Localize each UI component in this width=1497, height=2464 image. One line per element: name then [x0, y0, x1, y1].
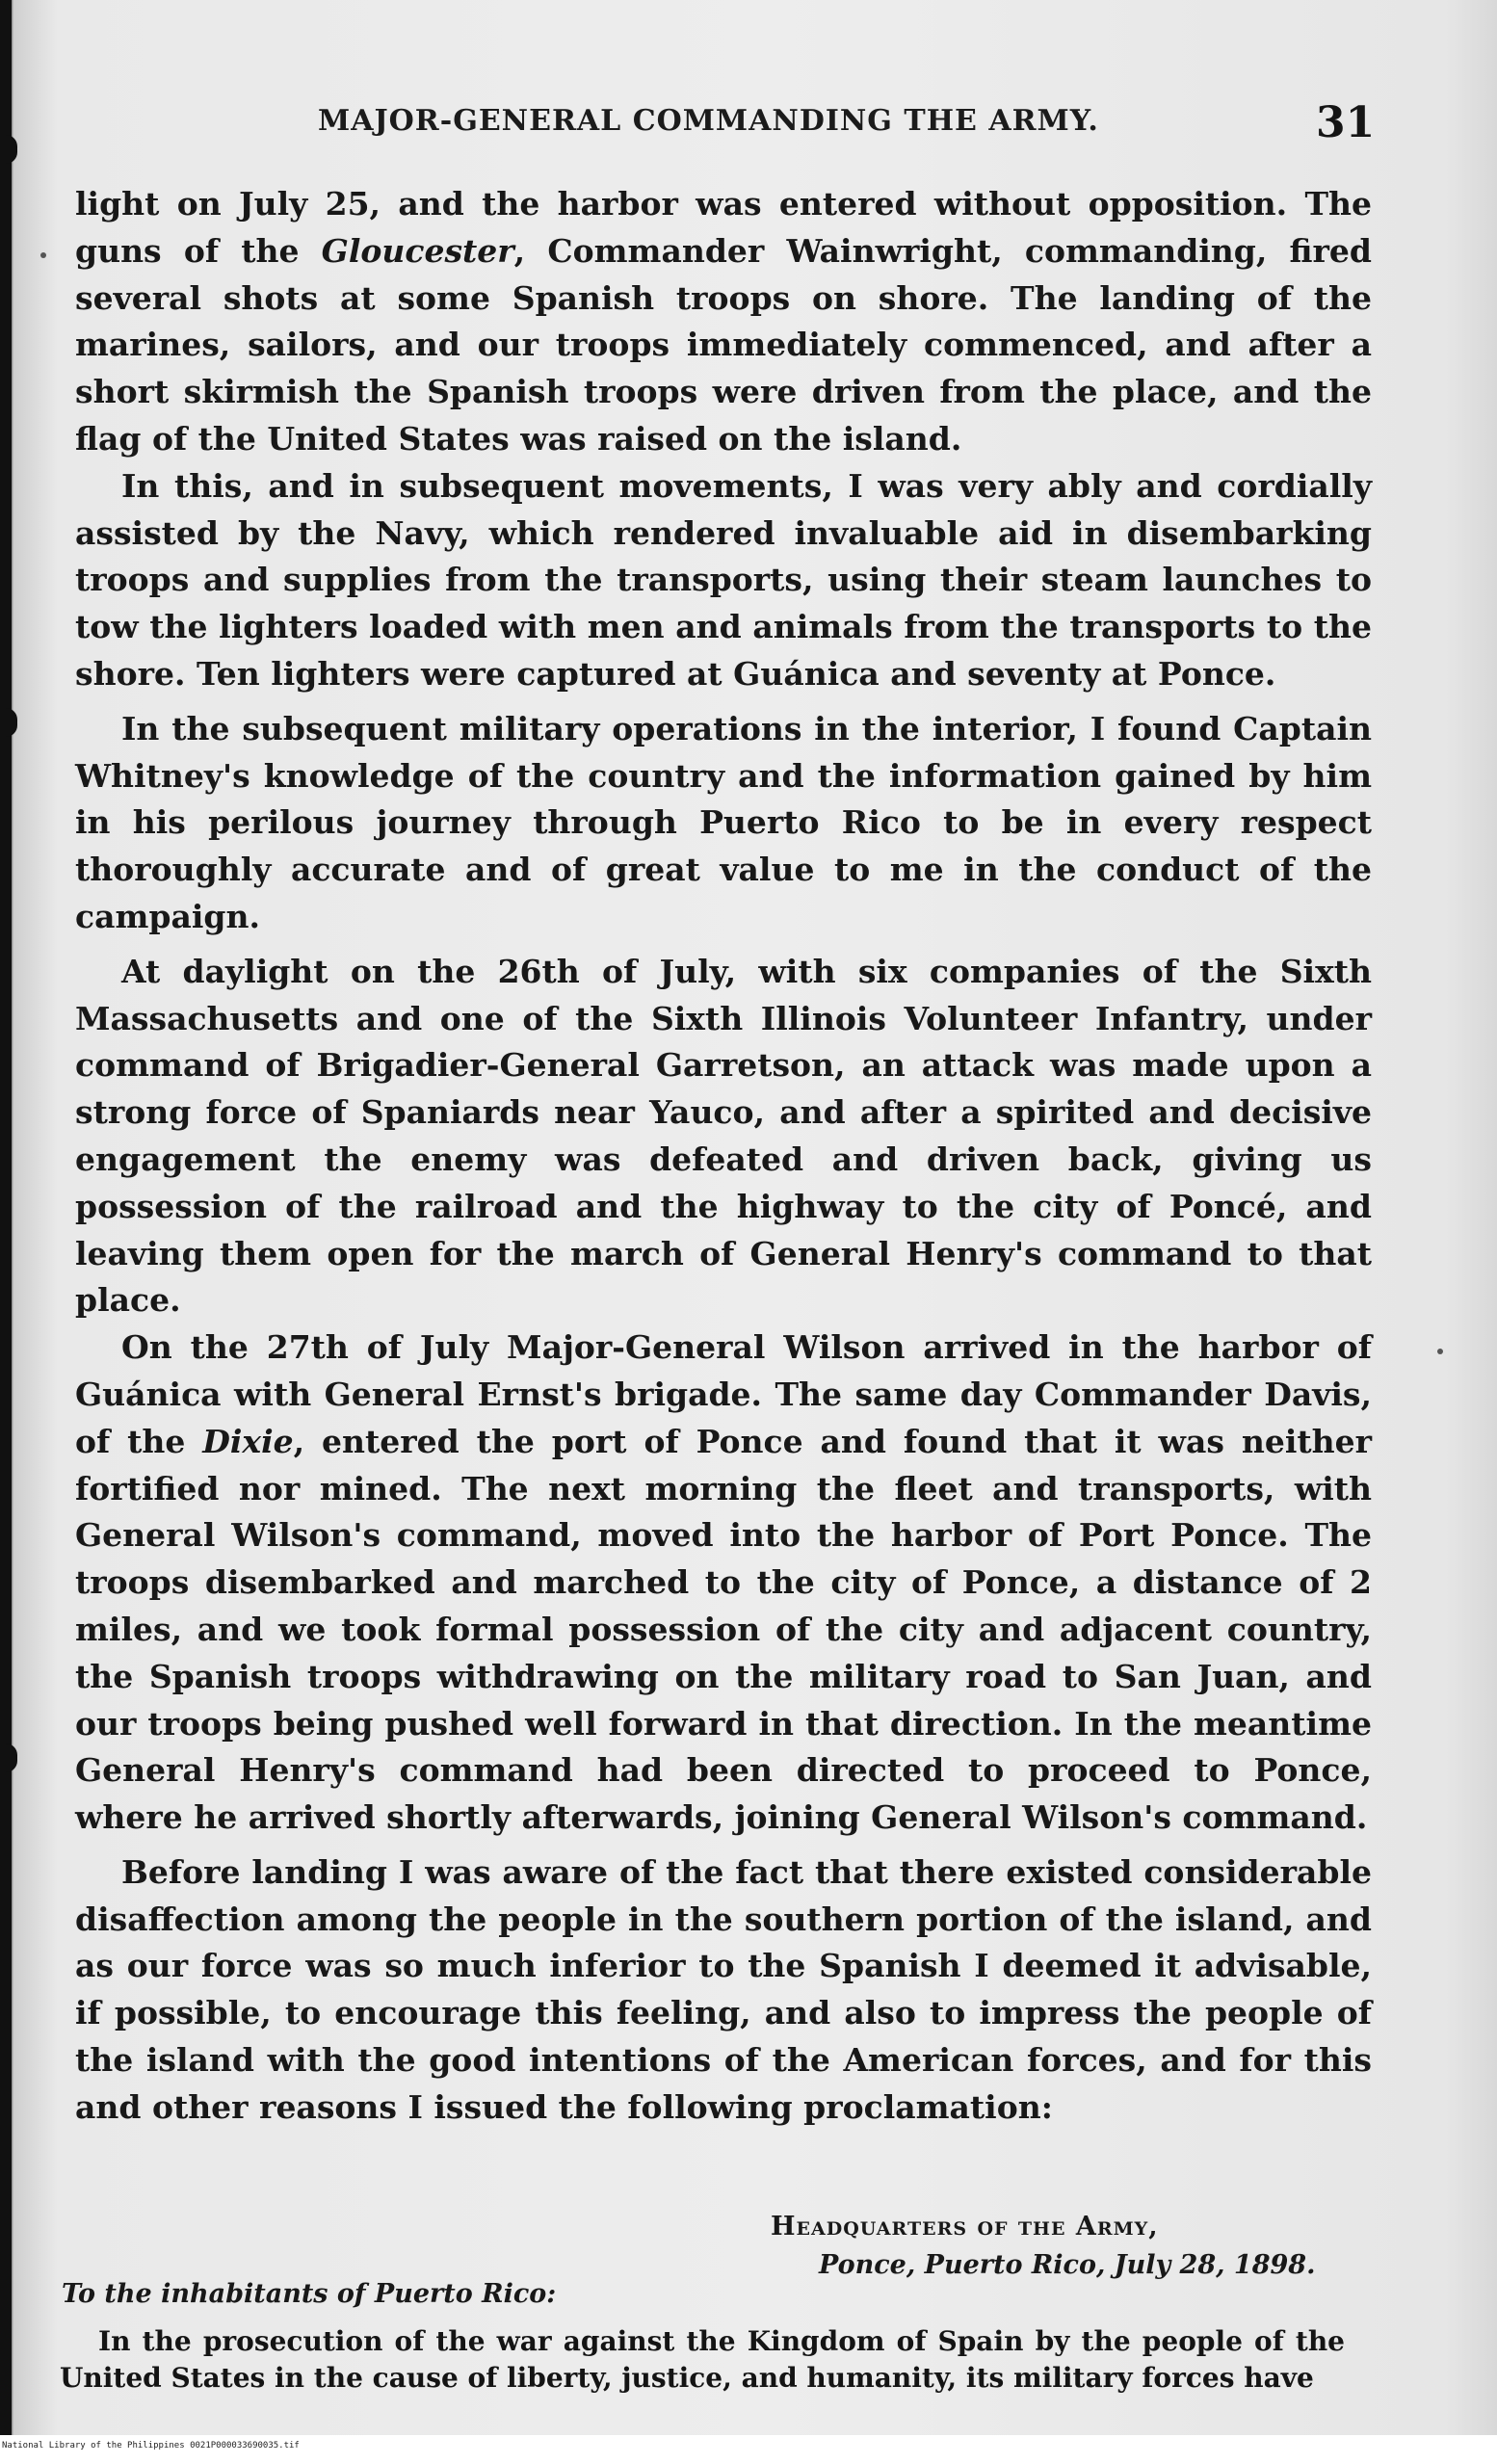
addressee-line: To the inhabitants of Puerto Rico: — [62, 2279, 557, 2309]
scan-footer-label: National Library of the Philippines 0021P000033690035.tif — [2, 2441, 300, 2451]
binding-notch — [6, 135, 17, 164]
ship-name-dixie: Dixie — [202, 1422, 294, 1460]
book-binding-edge — [0, 0, 12, 2437]
paragraph-4: At daylight on the 26th of July, with six companies of the Sixth Massachusetts and one of the Sixth Illinois Volunteer Infantry, under command of Brigadier-General Garretson, an attack was made upon a strong force of Spaniards near Yauco, and after a spirited and decisive engagement the enemy was defeated and driven back, giving us possession of the railroad and the highway to the city of Poncé, and leaving them open for the march of General Henry's command to that place. — [75, 952, 1372, 1320]
paragraph-5: On the 27th of July Major-General Wilson arrived in the harbor of Guánica with General Ernst's brigade. The same day Commander Davis, of the Dixie, entered the port of Ponce and found that it was neither fortified nor mined. The next morning the fleet and transports, with General Wilson's command, moved into the harbor of Port Ponce. The troops disembarked and marched to the city of Ponce, a distance of 2 miles, and we took formal possession of the city and adjacent country, the Spanish troops withdrawing on the military road to San Juan, and our troops being pushed well forward in that direction. In the meantime General Henry's command had been directed to proceed to Ponce, where he arrived shortly afterwards, joining General Wilson's command. — [75, 1328, 1372, 1837]
scan-speck — [1437, 1349, 1443, 1354]
ship-name-gloucester: Gloucester — [321, 231, 514, 270]
page-number: 31 — [1316, 98, 1376, 147]
body-text — [75, 181, 1372, 2132]
proclamation-opening: In the prosecution of the war against the Kingdom of Spain by the people of the United States in the cause of liberty, justice, and humanity, its military forces have — [60, 2325, 1345, 2394]
scan-speck — [40, 252, 46, 258]
binding-notch — [6, 1743, 17, 1772]
paragraph-2: In this, and in subsequent movements, I was very ably and cordially assisted by the Navy, which rendered invaluable aid in disembarking troops and supplies from the transports, using their steam launches to tow the lighters loaded with men and animals from the transports to the shore. Ten lighters were captured at Guánica and seventy at Ponce. — [75, 466, 1372, 693]
running-head: MAJOR-GENERAL COMMANDING THE ARMY. — [318, 104, 1099, 138]
binding-notch — [6, 708, 17, 737]
paragraph-6: Before landing I was aware of the fact that there existed considerable disaffection among the people in the southern portion of the island, and as our force was so much inferior to the Spanish I deemed it advisable, if possible, to encourage this feeling, and also to impress the people of the island with the good intentions of the American forces, and for this and other reasons I issued the following proclamation: — [75, 1852, 1372, 2126]
paragraph-1: light on July 25, and the harbor was entered without opposition. The guns of the Gloucester, Commander Wainwright, commanding, fired several shots at some Spanish troops on shore. The landing of the marines, sailors, and our troops immediately commenced, and after a short skirmish the Spanish troops were driven from the place, and the flag of the United States was raised on the island. — [75, 185, 1372, 458]
paragraph-3: In the subsequent military operations in the interior, I found Captain Whitney's knowledge of the country and the information gained by him in his perilous journey through Puerto Rico to be in every respect thoroughly accurate and of great value to me in the conduct of the campaign. — [75, 709, 1372, 935]
headquarters-line: Headquarters of the Army, — [771, 2212, 1159, 2241]
proclamation-heading — [58, 2208, 1378, 2285]
place-date-line: Ponce, Puerto Rico, July 28, 1898. — [819, 2250, 1316, 2280]
